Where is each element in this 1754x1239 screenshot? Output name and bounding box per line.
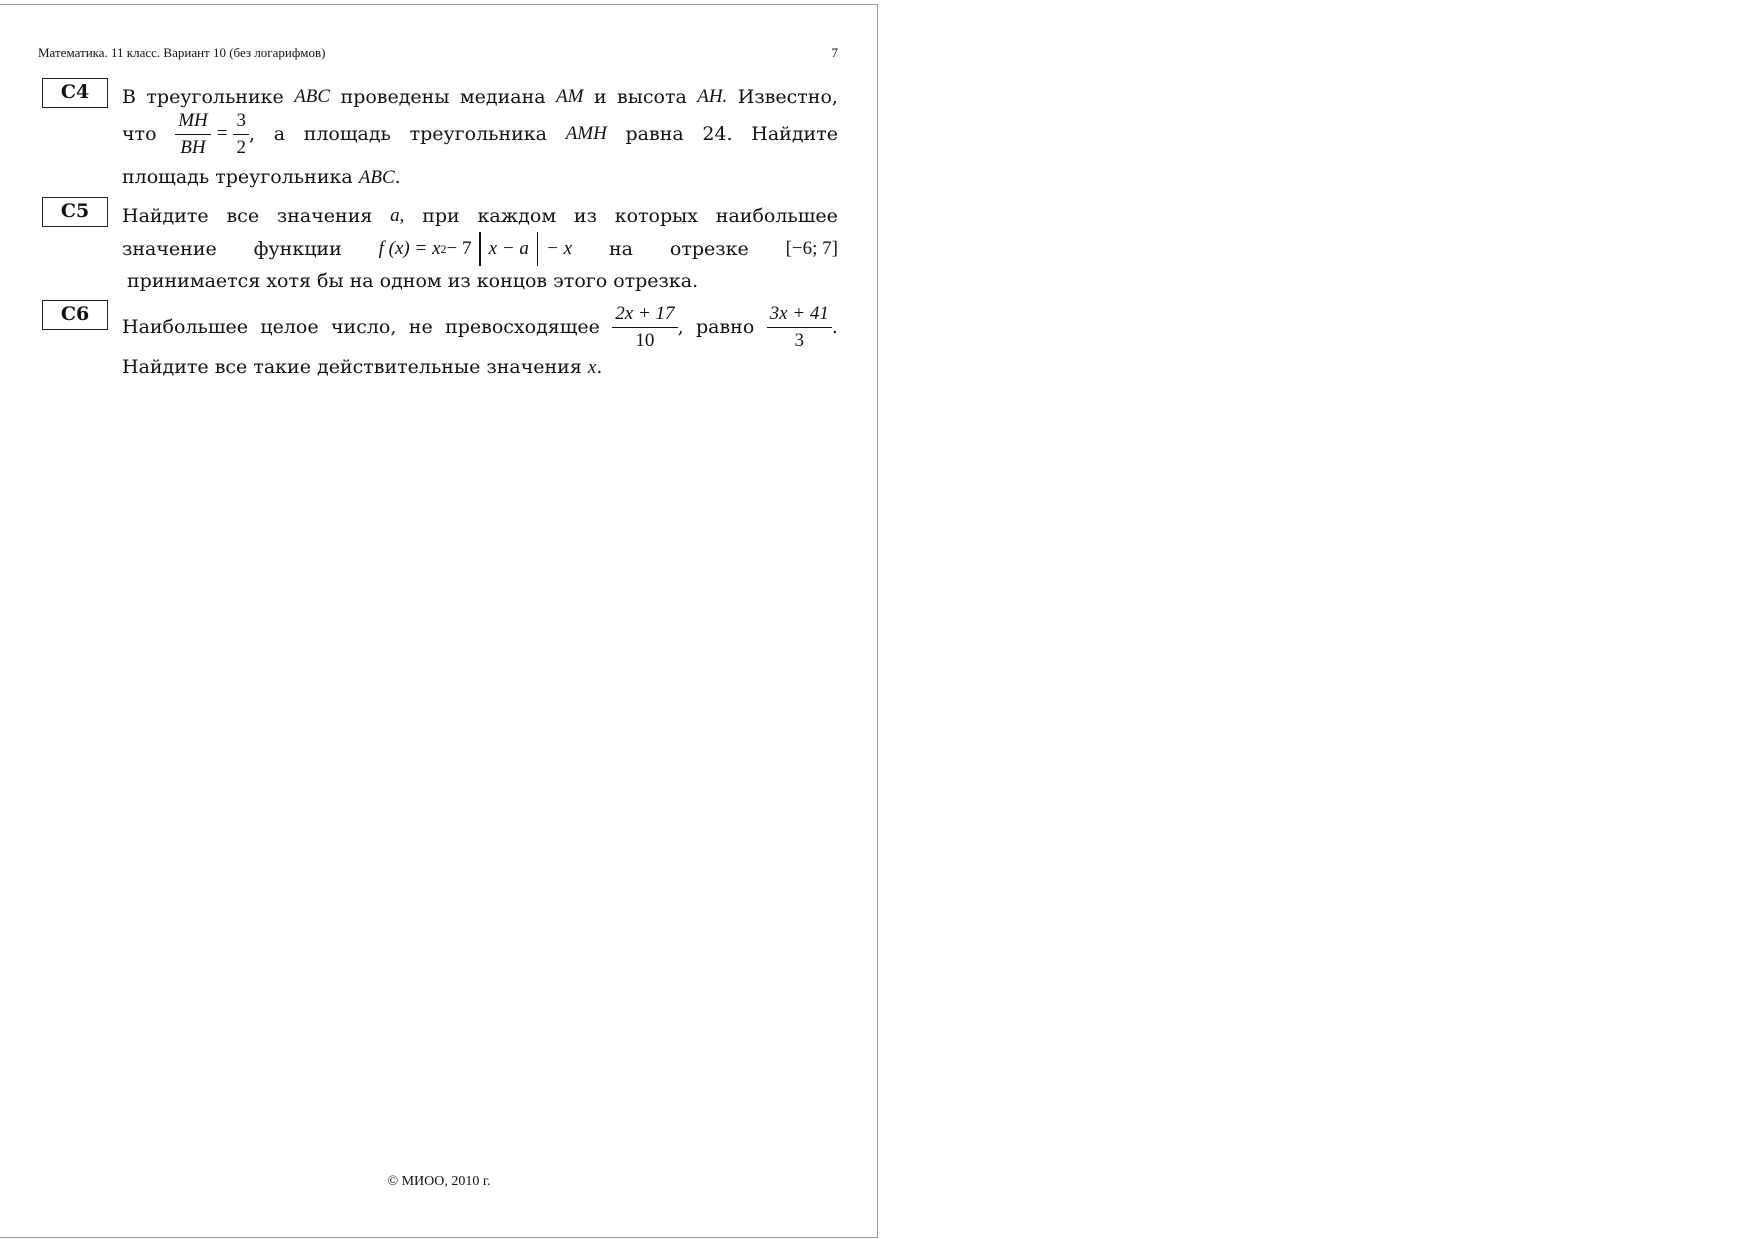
abs-bar-right (537, 232, 538, 266)
c4-var: ABC (294, 86, 331, 107)
c4-fraction-3-2 (233, 110, 249, 159)
task-label-c6: С6 (42, 300, 108, 330)
fraction-denominator: 2 (236, 136, 246, 158)
c4-word: треугольнике (146, 86, 284, 108)
fraction-numerator: MH (175, 110, 211, 135)
c6-word: число, (330, 316, 397, 338)
c5-word: при (422, 205, 460, 227)
c4-word: что (122, 123, 157, 145)
page-number: 7 (831, 45, 838, 60)
c4-formula: $\frac{MH}{BH}$ = $\frac{3}{2}$ , (175, 110, 255, 159)
abs-bar-left (479, 232, 480, 266)
c6-text: Найдите все такие действительные значения (122, 356, 582, 378)
c5-word: из (573, 205, 597, 227)
c6-fraction-group-1: $\frac{2x + 17}{10}$ , (612, 303, 683, 352)
fraction-numerator: 2x + 17 (612, 303, 677, 328)
c5-word: все (226, 205, 260, 227)
c6-word: целое (260, 316, 319, 338)
page-footer: © МИОО, 2010 г. (387, 1174, 491, 1189)
task-label-c5: С5 (42, 197, 108, 227)
c4-word: медиана (459, 86, 546, 108)
c6-period: . (596, 356, 603, 378)
c4-period: . (394, 166, 401, 188)
c5-word: на (609, 238, 633, 260)
formula-exponent: 2 (440, 242, 447, 256)
c4-line-1 (122, 85, 838, 109)
c6-fraction-group-2: $\frac{3x + 41}{3}$ . (767, 303, 838, 352)
c4-word: высота (617, 86, 687, 108)
formula-mid: − 7 (446, 238, 472, 259)
c4-word: треугольника (409, 123, 548, 145)
c4-word: равна (625, 123, 684, 145)
document-page (0, 4, 878, 1238)
task-label-c4: С4 (42, 78, 108, 108)
c4-word: 24. (702, 123, 733, 145)
c5-line-1 (122, 204, 838, 228)
header-title: Математика. 11 класс. Вариант 10 (без логарифмов) (38, 45, 326, 60)
c4-var: AH. (697, 86, 728, 107)
c5-word: Найдите (122, 205, 209, 227)
c4-word: В (122, 86, 136, 108)
c5-line-3: принимается хотя бы на одном из концов этого отрезка. (127, 270, 699, 292)
c4-word: проведены (340, 86, 450, 108)
fraction-denominator: 3 (794, 329, 805, 351)
c6-word: не (408, 316, 433, 338)
c6-var: x (587, 357, 597, 378)
c5-interval: [−6; 7] (785, 238, 838, 259)
c5-word: которых (614, 205, 698, 227)
abs-inner: x − a (488, 238, 529, 259)
c4-var: AM (556, 86, 584, 107)
formula-start: f (x) = x (378, 238, 441, 259)
c5-word: функции (253, 238, 342, 260)
c5-word: наибольшее (715, 205, 838, 227)
fraction-numerator: 3 (233, 110, 249, 135)
c5-word: значения (276, 205, 373, 227)
c4-fraction-mh-bh (175, 110, 211, 159)
c4-word: Найдите (751, 123, 838, 145)
c4-word: а (273, 123, 286, 145)
c6-fraction-2 (767, 303, 832, 352)
c4-line-2 (122, 109, 838, 159)
fraction-denominator: BH (180, 136, 206, 158)
c5-function-formula (379, 232, 573, 266)
c6-line-2 (122, 355, 838, 380)
equals-sign: = (216, 123, 228, 144)
fraction-denominator: 10 (635, 329, 655, 351)
c4-word: Известно, (737, 86, 838, 108)
c5-line-2 (122, 231, 838, 267)
c4-var: ABC (358, 167, 395, 188)
c4-word: площадь (303, 123, 391, 145)
c4-var: AMH (565, 123, 607, 144)
c6-word: превосходящее (445, 316, 600, 338)
c4-word: и (593, 86, 607, 108)
c5-word: значение (122, 238, 217, 260)
c6-word: Наибольшее (122, 316, 249, 338)
c6-word: равно (695, 316, 755, 338)
c5-word: отрезке (669, 238, 749, 260)
c4-line-3 (122, 165, 838, 190)
fraction-numerator: 3x + 41 (767, 303, 832, 328)
c5-var: a, (390, 205, 405, 226)
formula-end: − x (546, 238, 573, 259)
c6-line-1 (122, 301, 838, 353)
c5-word: каждом (477, 205, 557, 227)
c6-fraction-1 (612, 303, 677, 352)
c4-text: площадь треугольника (122, 166, 353, 188)
